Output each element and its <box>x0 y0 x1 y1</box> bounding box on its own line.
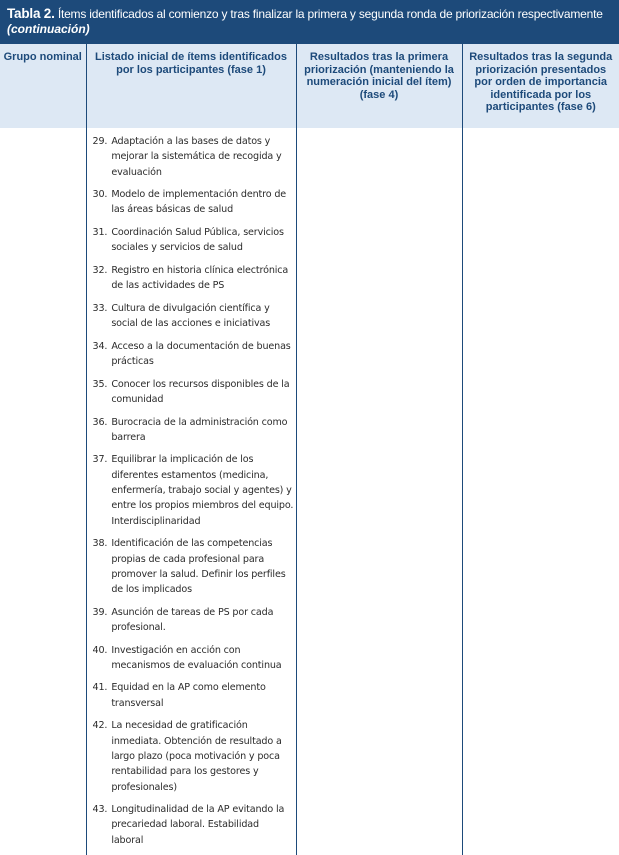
list-item <box>93 536 294 597</box>
list-item <box>93 225 294 256</box>
item-text: Adaptación a las bases de datos y mejorar la sistemática de recogida y evaluación <box>111 136 282 178</box>
table-row <box>0 128 619 855</box>
item-text: Identificación de las competencias propias de cada profesional para promover la salud. Definir los perfiles de los implicados <box>111 538 286 596</box>
item-number: 37. <box>92 454 108 466</box>
list-item <box>93 377 294 408</box>
list-item <box>93 339 294 370</box>
item-number: 33. <box>92 302 108 314</box>
list-item <box>93 301 294 332</box>
item-number: 41. <box>92 682 108 694</box>
item-text: Cultura de divulgación científica y social de las acciones e iniciativas <box>111 302 271 330</box>
item-number: 29. <box>92 136 108 147</box>
list-item <box>93 415 294 446</box>
cell-item-list <box>86 128 296 855</box>
table-caption <box>7 6 613 22</box>
table-caption-bar <box>0 0 619 44</box>
item-text: Coordinación Salud Pública, servicios sociales y servicios de salud <box>111 227 284 254</box>
list-item <box>93 452 294 528</box>
item-number: 36. <box>92 416 108 428</box>
list-item <box>93 263 294 294</box>
header-listado-inicial: Listado inicial de ítems identificados por los participantes (fase 1) <box>86 44 296 128</box>
list-item <box>93 680 294 711</box>
cell-segunda-priorizacion <box>462 128 619 855</box>
header-grupo-nominal: Grupo nominal <box>0 44 86 128</box>
item-text: Burocracia de la administración como barrera <box>111 416 288 443</box>
item-text: Longitudinalidad de la AP evitando la precariedad laboral. Estabilidad laboral <box>111 804 285 846</box>
item-number: 39. <box>92 606 108 618</box>
header-primera-priorizacion: Resultados tras la primera priorización (manteniendo la numeración inicial del ítem) (fase 4) <box>296 44 462 128</box>
item-text: Registro en historia clínica electrónica de las actividades de PS <box>111 264 289 292</box>
list-item <box>93 802 294 848</box>
item-text: Acceso a la documentación de buenas prácticas <box>111 340 291 368</box>
item-number: 31. <box>92 227 108 239</box>
item-number: 43. <box>92 804 108 816</box>
items-table <box>0 44 619 855</box>
item-text: Modelo de implementación dentro de las áreas básicas de salud <box>111 189 287 216</box>
item-text: La necesidad de gratificación inmediata. Obtención de resultado a largo plazo (poca motivación y poca rentabilidad para los gestores y profesionales) <box>111 720 282 793</box>
item-number: 42. <box>92 720 108 732</box>
list-item <box>93 643 294 674</box>
item-text: Equidad en la AP como elemento transversal <box>111 682 266 709</box>
header-row <box>0 44 619 128</box>
item-text: Asunción de tareas de PS por cada profesional. <box>111 606 274 633</box>
cell-primera-priorizacion <box>296 128 462 855</box>
item-number: 30. <box>92 189 108 201</box>
item-list <box>87 128 296 848</box>
item-number: 34. <box>92 340 108 352</box>
cell-grupo-nominal <box>0 128 86 855</box>
header-segunda-priorizacion: Resultados tras la segunda priorización presentados por orden de importancia identificada por los participantes (fase 6) <box>462 44 619 128</box>
table-label: Tabla 2. <box>7 6 55 21</box>
list-item <box>93 187 294 218</box>
item-text: Equilibrar la implicación de los diferentes estamentos (medicina, enfermería, trabajo social y agentes) y entre los propios miembros del equipo. Interdisciplinaridad <box>111 454 294 527</box>
item-number: 32. <box>92 264 108 276</box>
item-text: Conocer los recursos disponibles de la comunidad <box>111 378 290 405</box>
list-item <box>93 718 294 794</box>
item-number: 40. <box>92 644 108 656</box>
table-continuation: (continuación) <box>7 22 90 36</box>
list-item <box>93 605 294 636</box>
item-number: 38. <box>92 538 108 550</box>
list-item <box>93 134 294 180</box>
item-text: Investigación en acción con mecanismos de evaluación continua <box>111 644 282 671</box>
table-title: Ítems identificados al comienzo y tras finalizar la primera y segunda ronda de priorización respectivamente <box>57 7 603 21</box>
item-number: 35. <box>92 378 108 390</box>
